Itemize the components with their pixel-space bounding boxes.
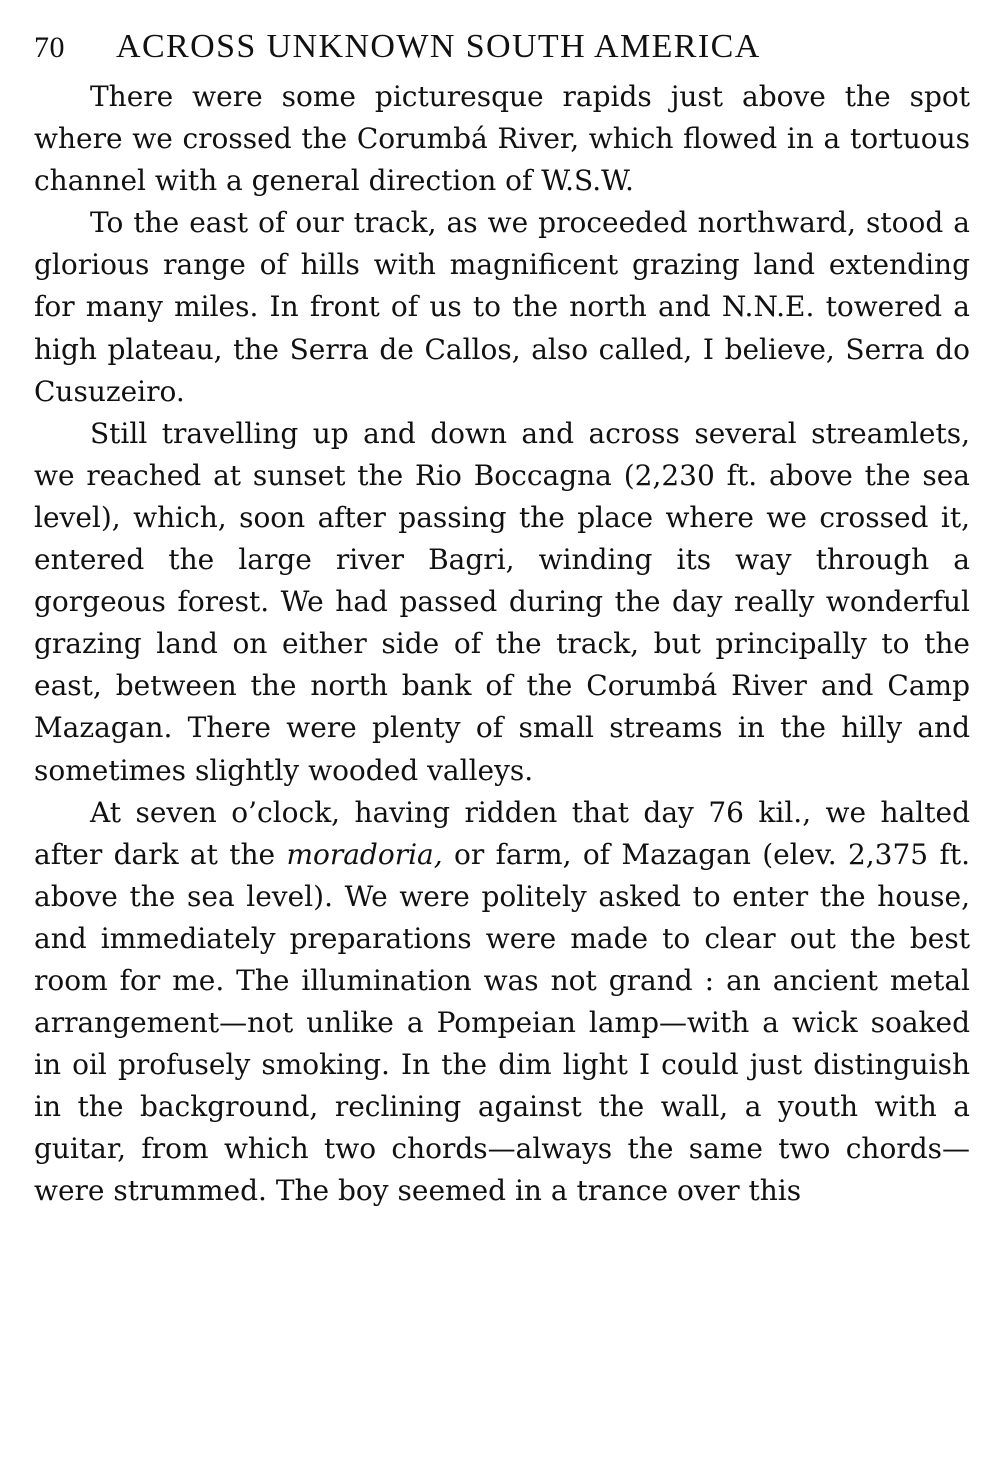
paragraph-mazagan (34, 792, 970, 1213)
book-title: ACROSS UNKNOWN SOUTH AMERICA (116, 28, 761, 65)
italic-moradoria: moradoria, (286, 837, 443, 871)
body-text (34, 76, 970, 1213)
paragraph-mazagan-end: or farm, of Mazagan (elev. 2,375 ft. above the sea level). We were politely asked to enter the house, and immediately preparations were made to clear out the best room for me. The illumination was not grand : an ancient metal arrangement—not unlike a Pompeian lamp—with a wick soaked in oil profusely smoking. In the dim light I could just distinguish in the background, reclining against the wall, a youth with a guitar, from which two chords—always the same two chords—were strummed. The boy seemed in a trance over this (34, 837, 970, 1208)
paragraph-mazagan-start: At seven o’clock, having ridden that day 76 kil., we halted after dark at the (34, 795, 970, 871)
paragraph-rapids: There were some picturesque rapids just above the spot where we crossed the Corumbá River, which flowed in a tortuous channel with a general direction of W.S.W. (34, 80, 970, 198)
paragraph-streamlets: Still travelling up and down and across several streamlets, we reached at sunset the Rio Boccagna (2,230 ft. above the sea level), which, soon after passing the place where we crossed it, entered the large river Bagri, winding its way through a gorgeous forest. We had passed during the day really wonderful grazing land on either side of the track, but principally to the east, between the north bank of the Corumbá River and Camp Mazagan. There were plenty of small streams in the hilly and sometimes slightly wooded valleys. (34, 416, 970, 787)
running-head (34, 28, 970, 76)
book-page (34, 28, 970, 1213)
paragraph-hills: To the east of our track, as we proceeded northward, stood a glorious range of hills with magnificent grazing land extending for many miles. In front of us to the north and N.N.E. towered a high plateau, the Serra de Callos, also called, I believe, Serra do Cusuzeiro. (34, 206, 970, 408)
page-number: 70 (34, 31, 65, 64)
